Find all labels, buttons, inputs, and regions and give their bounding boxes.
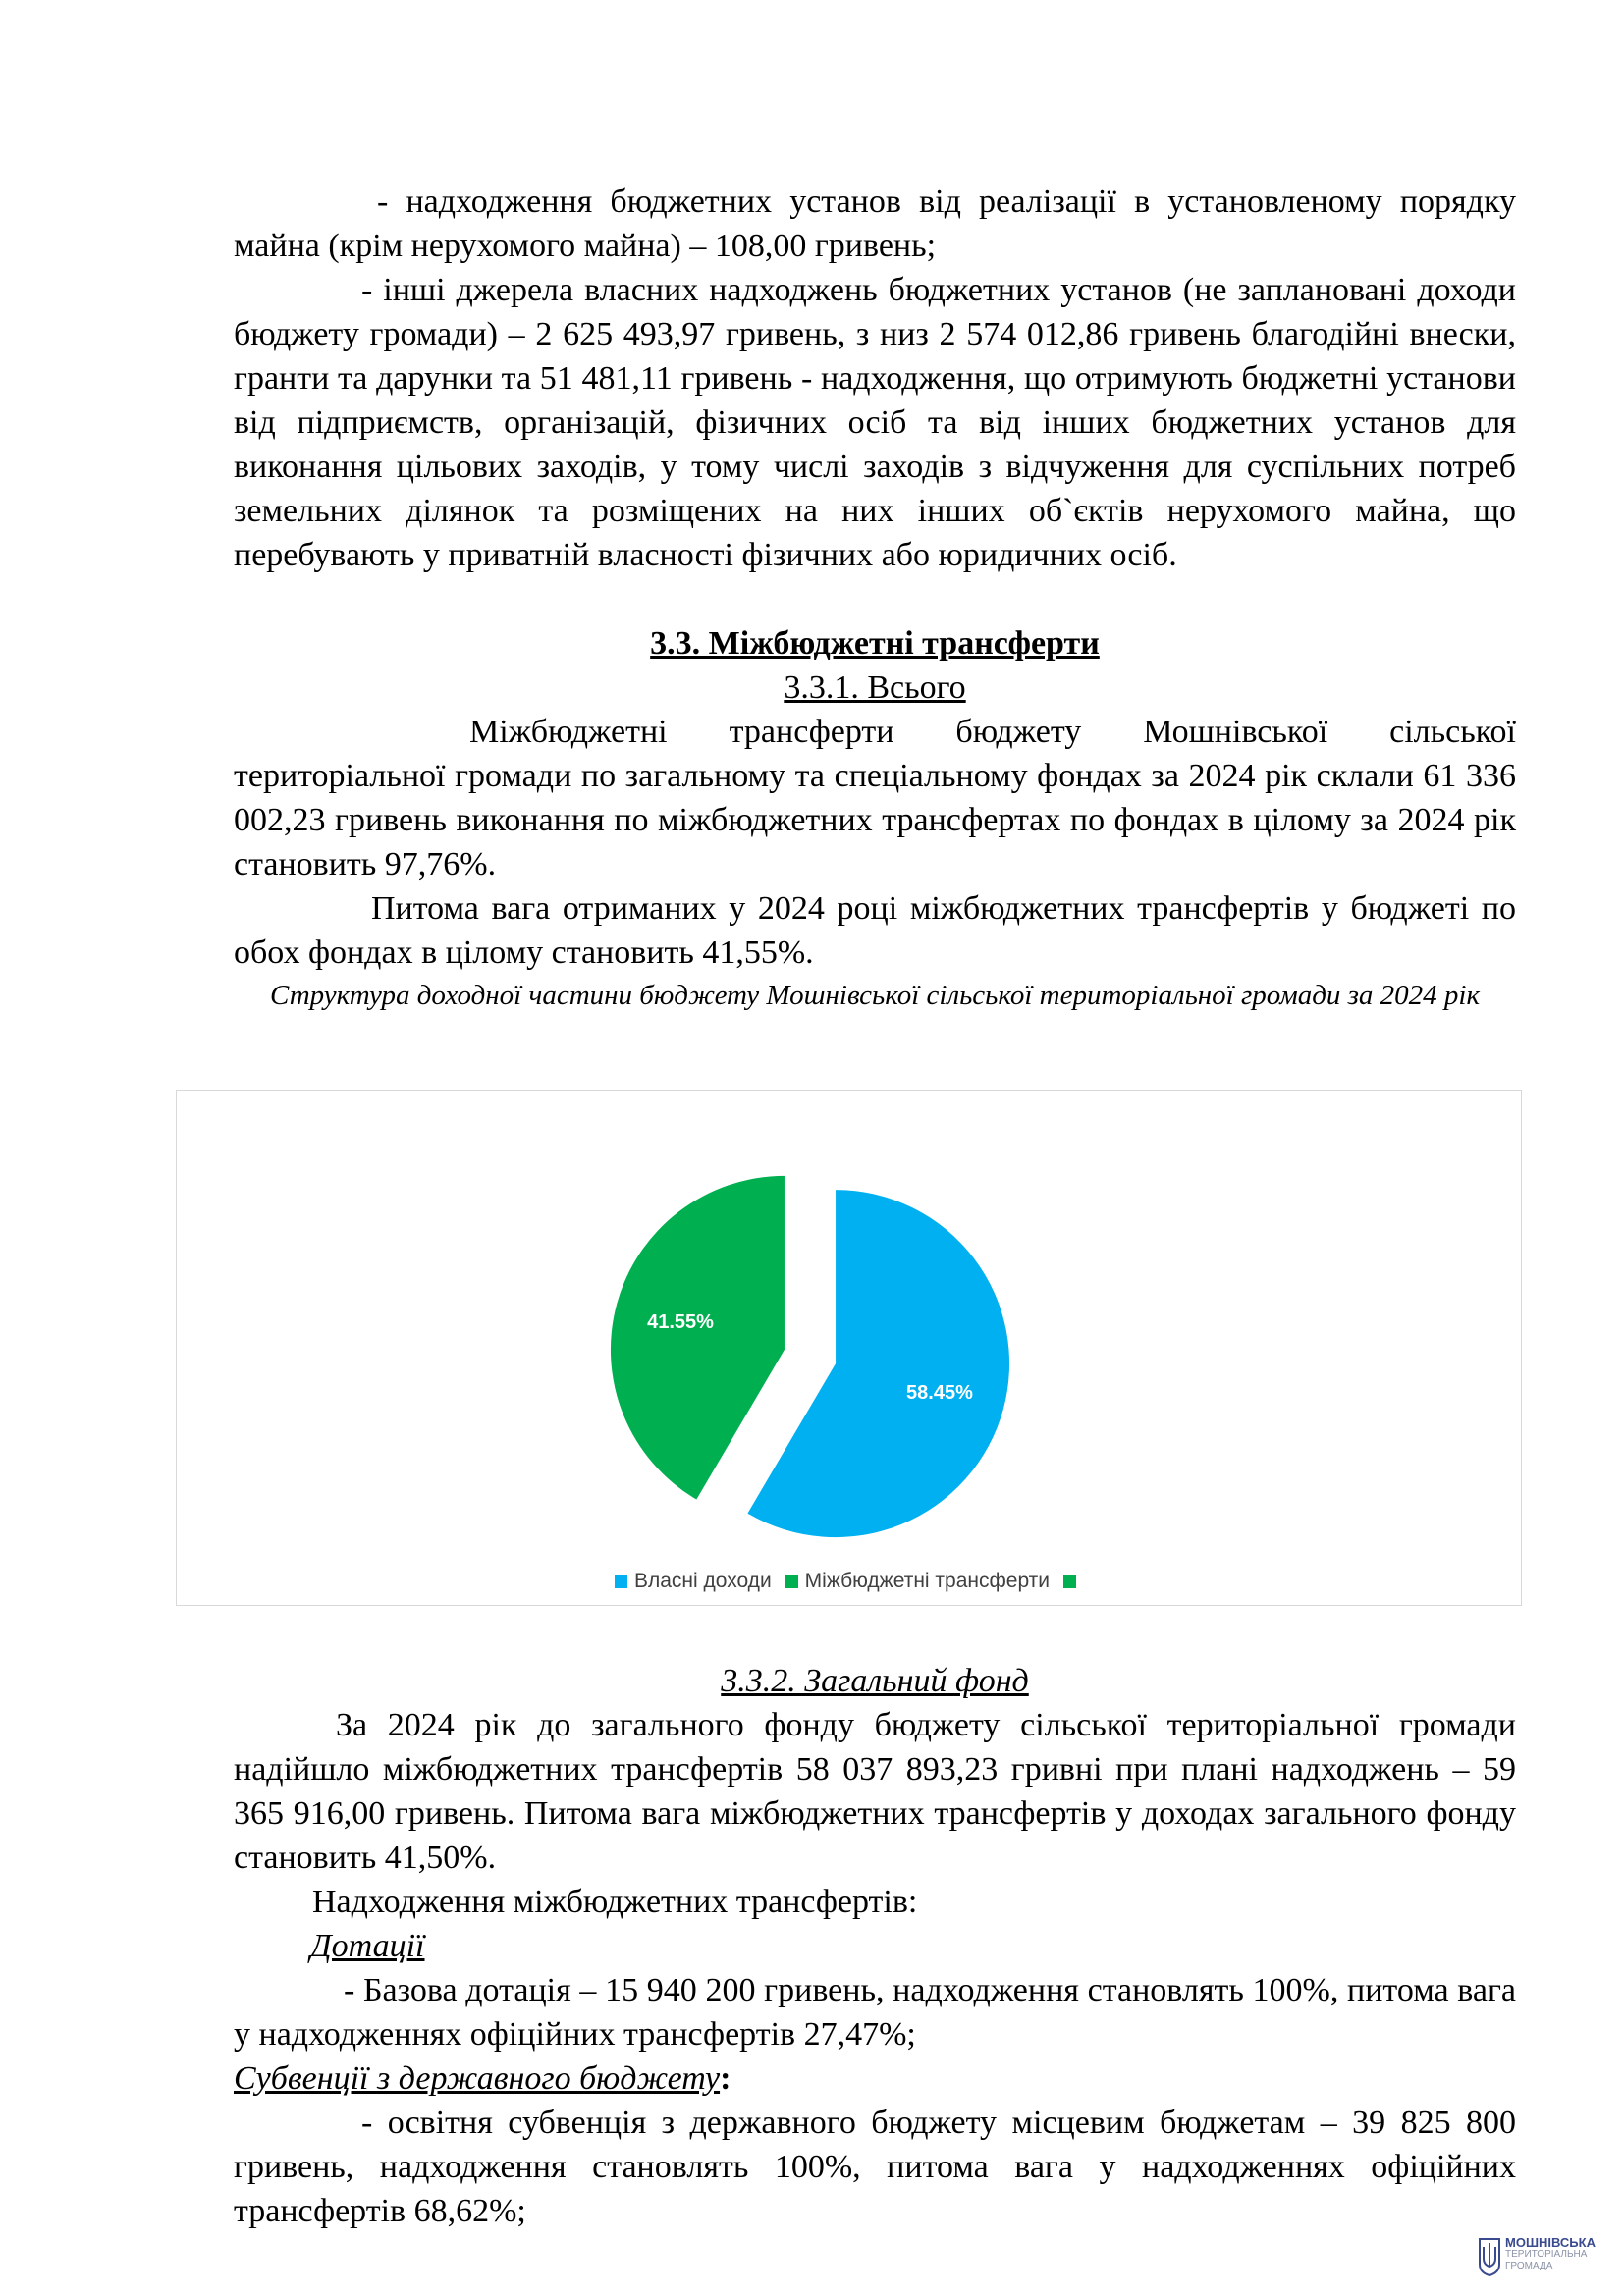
paragraph-transfers-share: Питома вага отриманих у 2024 році міжбюджетних трансфертів у бюджеті по обох фондах в цілому становить 41,55%. bbox=[234, 890, 1516, 971]
trident-icon bbox=[1478, 2237, 1501, 2276]
subventions-colon: : bbox=[720, 2060, 731, 2097]
heading-subventions bbox=[234, 2056, 1516, 2101]
legend-swatch-empty bbox=[1063, 1575, 1076, 1588]
subventions-label: Субвенції з державного бюджету bbox=[234, 2060, 721, 2097]
paragraph-transfers-total: Міжбюджетні трансферти бюджету Мошнівської сільської територіальної громади по загальному та спеціальному фондах за 2024 рік склали 61 336 002,23 гривень виконання по міжбюджетних трансфертах по фондах в цілому за 2024 рік становить 97,76%. bbox=[234, 714, 1516, 882]
revenue-structure-chart bbox=[176, 1090, 1522, 1606]
chart-caption: Структура доходної частини бюджету Мошнівської сільської територіальної громади за 2024 рік bbox=[269, 980, 1481, 1011]
subsection-heading-general-fund: 3.3.2. Загальний фонд bbox=[721, 1663, 1029, 1699]
pie-slice-transfers bbox=[611, 1176, 785, 1500]
paragraph-transfers-intro: Надходження міжбюджетних трансфертів: bbox=[312, 1884, 918, 1920]
section-heading-transfers: 3.3. Міжбюджетні трансферти bbox=[650, 625, 1100, 662]
pie-chart-svg bbox=[177, 1091, 1521, 1562]
legend-item-own-revenue bbox=[615, 1570, 772, 1593]
logo-line-3: ГРОМАДА bbox=[1505, 2261, 1553, 2271]
paragraph-education-subvention: - освітня субвенція з державного бюджету місцевим бюджетам – 39 825 800 гривень, надходження становлять 100%, питома вага у надходженнях офіційних трансфертів 68,62%; bbox=[234, 2105, 1516, 2229]
logo-line-2: ТЕРИТОРІАЛЬНА bbox=[1505, 2249, 1588, 2260]
paragraph-general-fund: За 2024 рік до загального фонду бюджету сільської територіальної громади надійшло міжбюджетних трансфертів 58 037 893,23 гривні при плані надходжень – 59 365 916,00 гривень. Питома вага міжбюджетних трансфертів у доходах загального фонду становить 41,50%. bbox=[234, 1707, 1516, 1876]
pie-label-transfers: 41.55% bbox=[647, 1311, 714, 1334]
paragraph-other-sources: - інші джерела власних надходжень бюджетних установ (не заплановані доходи бюджету громади) – 2 625 493,97 гривень, з низ 2 574 012,86 гривень благодійні внески, гранти та дарунки та 51 481,11 гривень - надходження, що отримують бюджетні установи від підприємств, організацій, фізичних осіб та від інших бюджетних установ для виконання цільових заходів, у тому числі заходів з відчуження для суспільних потреб земельних ділянок та розміщених на них інших об`єктів нерухомого майна, що перебувають у приватній власності фізичних або юридичних осіб. bbox=[234, 272, 1516, 573]
legend-label-transfers: Міжбюджетні трансферти bbox=[804, 1570, 1051, 1592]
legend-item-empty bbox=[1063, 1570, 1083, 1593]
paragraph-basic-dotation: - Базова дотація – 15 940 200 гривень, надходження становлять 100%, питома вага у надходженнях офіційних трансфертів 27,47%; bbox=[234, 1972, 1516, 2053]
logo-line-1: МОШНІВСЬКА bbox=[1505, 2235, 1596, 2250]
legend-item-transfers bbox=[785, 1570, 1050, 1593]
pie-label-own-revenue: 58.45% bbox=[906, 1381, 973, 1404]
pie-slice-own-revenue bbox=[747, 1190, 1009, 1537]
community-logo bbox=[1476, 2235, 1603, 2282]
subsection-heading-total: 3.3.1. Всього bbox=[784, 669, 966, 706]
heading-dotacii: Дотації bbox=[310, 1928, 425, 1964]
legend-swatch-own-revenue bbox=[615, 1575, 627, 1588]
chart-legend bbox=[177, 1570, 1521, 1593]
paragraph-property-sales: - надходження бюджетних установ від реалізації в установленому порядку майна (крім нерухомого майна) – 108,00 гривень; bbox=[234, 184, 1516, 264]
legend-label-own-revenue: Власні доходи bbox=[633, 1570, 772, 1592]
logo-text bbox=[1505, 2237, 1596, 2272]
legend-swatch-transfers bbox=[785, 1575, 798, 1588]
